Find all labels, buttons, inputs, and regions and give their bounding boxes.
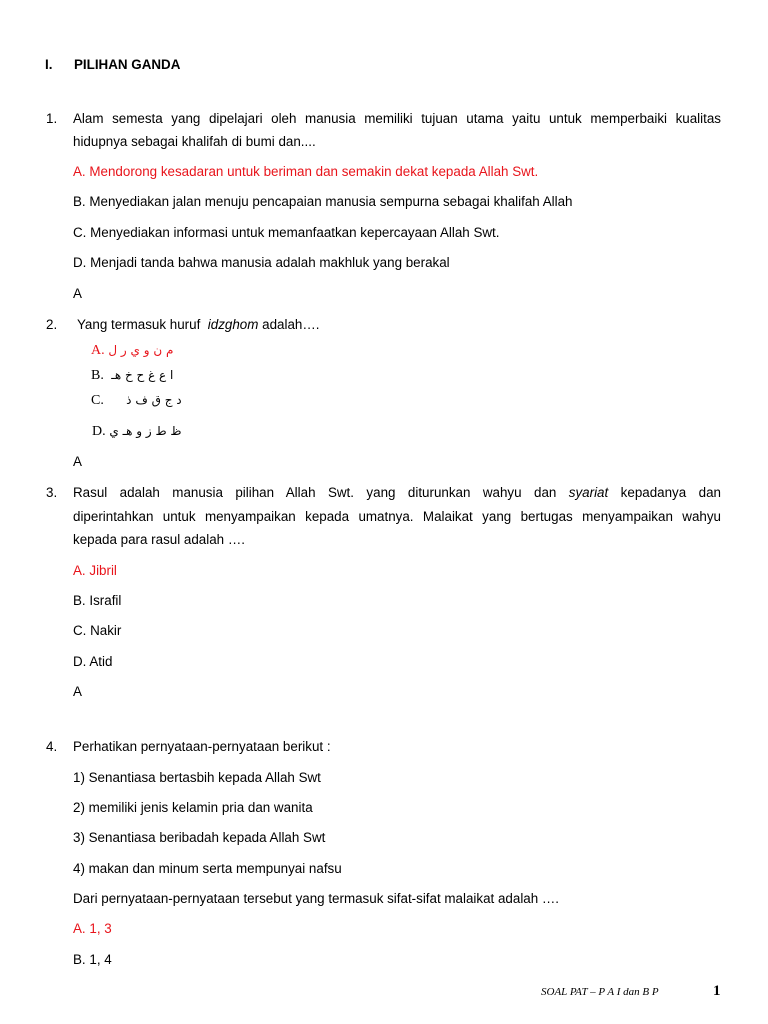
question-3-option-a: A. Jibril — [73, 563, 117, 578]
section-number: I. — [45, 57, 53, 72]
question-4-number: 4. — [46, 739, 58, 754]
page-number: 1 — [713, 983, 721, 999]
question-4-option-a: A. 1, 3 — [73, 921, 112, 936]
option-letter: D. — [92, 424, 106, 439]
question-2-option-c — [91, 392, 182, 409]
question-1-option-b: B. Menyediakan jalan menuju pencapaian manusia sempurna sebagai khalifah Allah — [73, 194, 573, 209]
question-3-option-d: D. Atid — [73, 654, 113, 669]
question-3-number: 3. — [46, 485, 58, 500]
question-1-line-2: hidupnya sebagai khalifah di bumi dan.... — [73, 134, 316, 149]
arabic-letters: ظ ط ز و هـ ي — [109, 424, 182, 438]
question-2-suffix: adalah…. — [262, 317, 320, 332]
question-3-option-b: B. Israfil — [73, 593, 122, 608]
arabic-letters: د ج ق ف ذ — [126, 393, 182, 407]
question-4-statement-4: 4) makan dan minum serta mempunyai nafsu — [73, 861, 342, 876]
option-letter: A. — [91, 343, 105, 358]
arabic-letters: م ن و ي ر ل — [108, 343, 174, 357]
question-4-statement-1: 1) Senantiasa bertasbih kepada Allah Swt — [73, 770, 321, 785]
question-3-option-c: C. Nakir — [73, 623, 122, 638]
question-3-line-1 — [73, 485, 721, 500]
question-3-line-1-end: kepadanya dan — [620, 485, 721, 500]
question-3-line-3: kepada para rasul adalah …. — [73, 532, 245, 547]
question-3-answer: A — [73, 684, 82, 699]
question-1-answer: A — [73, 286, 82, 301]
question-3-line-2: diperintahkan untuk menyampaikan kepada umatnya. Malaikat yang bertugas menyampaikan wahyu — [73, 509, 721, 524]
question-2-answer: A — [73, 454, 82, 469]
arabic-letters: ا ع غ ح خ هـ — [111, 368, 174, 382]
question-2-text — [77, 317, 319, 332]
footer-label: SOAL PAT – P A I dan B P — [541, 986, 659, 998]
question-1-line-1: Alam semesta yang dipelajari oleh manusia memiliki tujuan utama yaitu untuk memperbaiki kualitas — [73, 111, 721, 126]
question-1-number: 1. — [46, 111, 58, 126]
option-letter: C. — [91, 393, 104, 408]
question-2-italic-term: idzghom — [207, 317, 259, 332]
question-2-option-a — [91, 342, 173, 359]
question-4-intro: Perhatikan pernyataan-pernyataan berikut : — [73, 739, 331, 754]
question-2-prefix: Yang termasuk huruf — [77, 317, 201, 332]
question-2-option-d — [92, 423, 181, 440]
option-letter: B. — [91, 368, 104, 383]
question-4-statement-2: 2) memiliki jenis kelamin pria dan wanita — [73, 800, 313, 815]
question-2-option-b — [91, 367, 173, 384]
question-1-option-d: D. Menjadi tanda bahwa manusia adalah makhluk yang berakal — [73, 255, 450, 270]
question-2-number: 2. — [46, 317, 58, 332]
question-3-italic-term: syariat — [568, 485, 609, 500]
section-title: PILIHAN GANDA — [74, 57, 181, 72]
question-1-option-a: A. Mendorong kesadaran untuk beriman dan semakin dekat kepada Allah Swt. — [73, 164, 539, 179]
question-4-statement-3: 3) Senantiasa beribadah kepada Allah Swt — [73, 830, 326, 845]
question-3-line-1-start: Rasul adalah manusia pilihan Allah Swt. yang diturunkan wahyu dan — [73, 485, 557, 500]
question-4-question: Dari pernyataan-pernyataan tersebut yang termasuk sifat-sifat malaikat adalah …. — [73, 891, 560, 906]
question-4-option-b: B. 1, 4 — [73, 952, 112, 967]
question-1-option-c: C. Menyediakan informasi untuk memanfaatkan kepercayaan Allah Swt. — [73, 225, 500, 240]
